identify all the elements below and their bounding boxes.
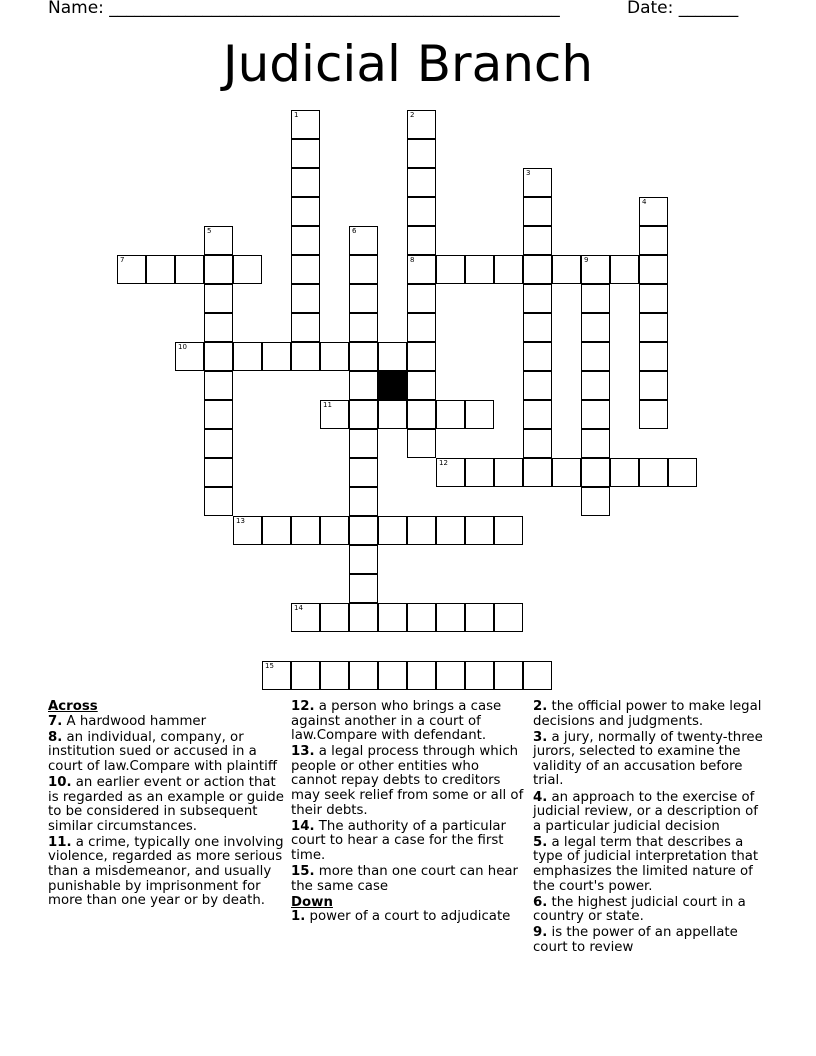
grid-cell[interactable]: [349, 342, 378, 371]
grid-cell[interactable]: [407, 371, 436, 400]
grid-cell[interactable]: [378, 603, 407, 632]
grid-cell[interactable]: [204, 400, 233, 429]
grid-cell[interactable]: [407, 516, 436, 545]
grid-cell[interactable]: [436, 661, 465, 690]
grid-cell[interactable]: [407, 400, 436, 429]
grid-cell[interactable]: [233, 342, 262, 371]
grid-cell[interactable]: [320, 516, 349, 545]
clue-number: 6: [352, 227, 357, 235]
grid-cell[interactable]: [349, 226, 378, 255]
grid-cell[interactable]: [291, 255, 320, 284]
clue-down-3: 3. a jury, normally of twenty-three jurors, selected to examine the validity of an accusation before trial.: [533, 729, 763, 789]
grid-cell[interactable]: [146, 255, 175, 284]
clue-down-1: 1. power of a court to adjudicate: [291, 909, 511, 925]
grid-cell[interactable]: [204, 458, 233, 487]
grid-cell[interactable]: [465, 458, 494, 487]
grid-cell[interactable]: [204, 284, 233, 313]
across-heading: Across: [48, 699, 98, 714]
down-heading: Down: [291, 894, 333, 910]
grid-cell[interactable]: [291, 661, 320, 690]
grid-cell[interactable]: [407, 284, 436, 313]
clue-number: 13: [236, 517, 245, 525]
grid-cell[interactable]: [552, 255, 581, 284]
grid-cell[interactable]: [117, 255, 146, 284]
grid-cell[interactable]: [581, 400, 610, 429]
grid-cell[interactable]: [523, 661, 552, 690]
grid-cell[interactable]: [639, 284, 668, 313]
grid-cell[interactable]: [523, 371, 552, 400]
grid-cell[interactable]: [581, 429, 610, 458]
grid-cell[interactable]: [378, 661, 407, 690]
grid-cell[interactable]: [407, 429, 436, 458]
grid-cell[interactable]: [320, 603, 349, 632]
clue-across-7: 7. A hardwood hammer: [48, 713, 207, 729]
grid-cell[interactable]: [465, 255, 494, 284]
grid-cell[interactable]: [175, 255, 204, 284]
grid-cell[interactable]: [523, 342, 552, 371]
grid-cell[interactable]: [349, 516, 378, 545]
clue-number: 4: [642, 198, 647, 206]
grid-cell[interactable]: [407, 342, 436, 371]
clue-across-13: 13. a legal process through which people or other entities who cannot repay debts to creditors may seek relief from some or all of their debts.: [291, 744, 524, 818]
grid-cell[interactable]: [378, 342, 407, 371]
grid-cell[interactable]: [407, 661, 436, 690]
clues-column-3: [533, 700, 769, 957]
clue-number: 3: [526, 169, 531, 177]
grid-cell[interactable]: [349, 487, 378, 516]
grid-cell[interactable]: [291, 226, 320, 255]
grid-cell[interactable]: [581, 255, 610, 284]
grid-cell[interactable]: [639, 400, 668, 429]
grid-cell[interactable]: [581, 458, 610, 487]
grid-cell[interactable]: [349, 255, 378, 284]
grid-cell[interactable]: [378, 516, 407, 545]
grid-cell[interactable]: [581, 371, 610, 400]
grid-cell[interactable]: [291, 313, 320, 342]
clue-across-10: 10. an earlier event or action that is regarded as an example or guide to be considered in subsequent similar circumstances.: [48, 774, 284, 834]
grid-cell[interactable]: [581, 342, 610, 371]
grid-cell[interactable]: [291, 197, 320, 226]
clue-across-15: 15. more than one court can hear the same case: [291, 864, 518, 894]
clue-number: 7: [120, 256, 125, 264]
grid-cell[interactable]: [639, 197, 668, 226]
grid-cell[interactable]: [494, 661, 523, 690]
grid-cell[interactable]: [581, 313, 610, 342]
grid-cell[interactable]: [349, 574, 378, 603]
clue-across-12: 12. a person who brings a case against another in a court of law.Compare with defendant.: [291, 699, 502, 744]
clue-across-11: 11. a crime, typically one involving violence, regarded as more serious than a misdemeanor, and usually punishable by imprisonment for more than one year or by death.: [48, 834, 284, 909]
grid-cell[interactable]: [407, 168, 436, 197]
grid-cell[interactable]: [349, 284, 378, 313]
grid-cell[interactable]: [320, 342, 349, 371]
grid-cell[interactable]: [204, 429, 233, 458]
grid-cell[interactable]: [639, 255, 668, 284]
grid-cell[interactable]: [610, 458, 639, 487]
grid-cell[interactable]: [436, 458, 465, 487]
clue-number: 12: [439, 459, 448, 467]
grid-cell[interactable]: [494, 516, 523, 545]
grid-cell[interactable]: [262, 516, 291, 545]
clue-down-6: 6. the highest judicial court in a country or state.: [533, 894, 746, 925]
grid-cell[interactable]: [407, 313, 436, 342]
grid-cell[interactable]: [349, 545, 378, 574]
grid-cell[interactable]: [610, 255, 639, 284]
grid-cell[interactable]: [349, 603, 378, 632]
grid-cell[interactable]: [291, 110, 320, 139]
grid-cell[interactable]: [552, 458, 581, 487]
grid-cell[interactable]: [407, 226, 436, 255]
grid-cell[interactable]: [262, 342, 291, 371]
clue-down-9: 9. is the power of an appellate court to review: [533, 925, 738, 955]
grid-cell[interactable]: [407, 603, 436, 632]
date-field[interactable]: Date: _______: [627, 0, 739, 18]
grid-cell[interactable]: [291, 603, 320, 632]
clues-column-1: [48, 700, 284, 910]
clue-number: 8: [410, 256, 415, 264]
grid-cell[interactable]: [378, 400, 407, 429]
grid-cell[interactable]: [291, 139, 320, 168]
grid-cell[interactable]: [291, 342, 320, 371]
grid-cell[interactable]: [523, 197, 552, 226]
grid-cell[interactable]: [262, 661, 291, 690]
grid-cell[interactable]: [320, 400, 349, 429]
grid-cell[interactable]: [407, 110, 436, 139]
clue-number: 2: [410, 111, 415, 119]
clue-number: 14: [294, 604, 303, 612]
grid-cell[interactable]: [639, 313, 668, 342]
grid-cell[interactable]: [523, 168, 552, 197]
grid-cell[interactable]: [523, 458, 552, 487]
grid-cell[interactable]: [494, 255, 523, 284]
grid-cell[interactable]: [465, 661, 494, 690]
grid-cell[interactable]: [639, 458, 668, 487]
clue-number: 9: [584, 256, 589, 264]
grid-cell[interactable]: [639, 371, 668, 400]
grid-cell[interactable]: [320, 661, 349, 690]
clues-column-2: [291, 700, 527, 926]
grid-cell[interactable]: [523, 313, 552, 342]
grid-cell[interactable]: [436, 400, 465, 429]
clue-number: 1: [294, 111, 299, 119]
grid-cell[interactable]: [523, 255, 552, 284]
grid-cell[interactable]: [436, 516, 465, 545]
grid-cell[interactable]: [465, 516, 494, 545]
grid-cell[interactable]: [175, 342, 204, 371]
name-field[interactable]: Name: _____________________________________________________: [48, 0, 560, 18]
grid-cell[interactable]: [204, 371, 233, 400]
grid-cell[interactable]: [668, 458, 697, 487]
grid-cell[interactable]: [204, 487, 233, 516]
grid-cell[interactable]: [204, 255, 233, 284]
clue-across-14: 14. The authority of a particular court to hear a case for the first time.: [291, 818, 506, 863]
grid-cell[interactable]: [523, 284, 552, 313]
grid-cell[interactable]: [581, 487, 610, 516]
grid-cell[interactable]: [291, 516, 320, 545]
grid-cell[interactable]: [349, 313, 378, 342]
grid-cell[interactable]: [436, 603, 465, 632]
grid-cell[interactable]: [494, 603, 523, 632]
grid-cell[interactable]: [349, 458, 378, 487]
grid-cell[interactable]: [204, 226, 233, 255]
grid-cell[interactable]: [204, 313, 233, 342]
grid-cell[interactable]: [581, 284, 610, 313]
grid-cell[interactable]: [523, 429, 552, 458]
grid-cell[interactable]: [204, 342, 233, 371]
grid-cell[interactable]: [465, 603, 494, 632]
grid-cell[interactable]: [465, 400, 494, 429]
grid-cell[interactable]: [639, 342, 668, 371]
clue-across-8: 8. an individual, company, or institution sued or accused in a court of law.Compare with plaintiff: [48, 729, 278, 774]
grid-cell[interactable]: [349, 371, 378, 400]
grid-cell[interactable]: [233, 255, 262, 284]
clue-down-5: 5. a legal term that describes a type of judicial interpretation that emphasizes the limited nature of the court's power.: [533, 834, 759, 894]
grid-cell[interactable]: [494, 458, 523, 487]
clue-number: 5: [207, 227, 212, 235]
grid-cell[interactable]: [639, 226, 668, 255]
clue-number: 15: [265, 662, 274, 670]
grid-cell[interactable]: [407, 255, 436, 284]
grid-cell[interactable]: [436, 255, 465, 284]
clue-down-2: 2. the official power to make legal decisions and judgments.: [533, 699, 762, 729]
clue-number: 10: [178, 343, 187, 351]
grid-cell[interactable]: [523, 226, 552, 255]
grid-cell[interactable]: [291, 284, 320, 313]
grid-cell[interactable]: [349, 661, 378, 690]
puzzle-title: Judicial Branch: [222, 35, 594, 93]
grid-cell[interactable]: [291, 168, 320, 197]
grid-cell[interactable]: [349, 400, 378, 429]
black-cell: [378, 371, 407, 400]
grid-cell[interactable]: [523, 400, 552, 429]
grid-cell[interactable]: [233, 516, 262, 545]
clue-down-4: 4. an approach to the exercise of judicial review, or a description of a particular judicial decision: [533, 789, 758, 834]
grid-cell[interactable]: [407, 139, 436, 168]
clue-number: 11: [323, 401, 332, 409]
grid-cell[interactable]: [407, 197, 436, 226]
grid-cell[interactable]: [349, 429, 378, 458]
